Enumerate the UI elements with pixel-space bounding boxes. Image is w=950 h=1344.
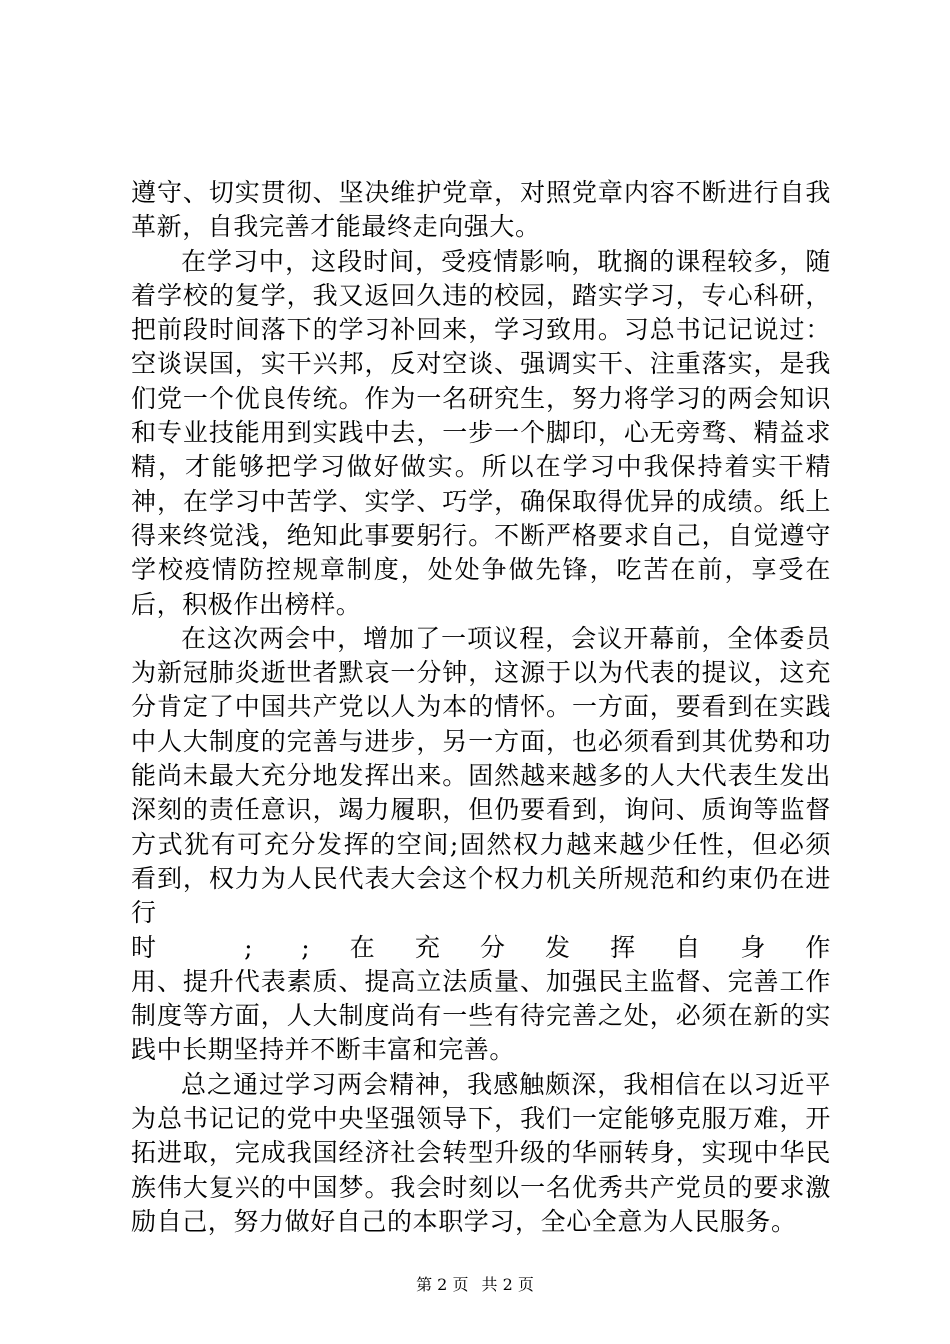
paragraph-3-line-end: ;在充分发挥自身作	[301, 932, 832, 962]
paragraph-3-text-a: 在这次两会中，增加了一项议程，会议开幕前，全体委员为新冠肺炎逝世者默哀一分钟，这源于以为代表的提议，这充分肯定了中国共产党以人为本的情怀。一方面，要看到在实践中人大制度的完善与进步，另一方面，也必须看到其优势和功能尚未最大充分地发挥出来。固然越来越多的人大代表生发出深刻的责任意识，竭力履职，但仍要看到，询问、质询等监督方式犹有可充分发挥的空间;固然权力越来越少任性，但必须看到，权力为人民代表大会这个权力机关所规范和约束仍在进行	[131, 623, 831, 928]
page-total: 共 2 页	[481, 1275, 534, 1294]
paragraph-3-spaced-line	[131, 931, 831, 965]
document-body	[131, 176, 831, 1239]
paragraph-1: 遵守、切实贯彻、坚决维护党章，对照党章内容不断进行自我革新，自我完善才能最终走向强大。	[131, 178, 831, 242]
paragraph-4: 总之通过学习两会精神，我感触颇深，我相信在以习近平为总书记记的党中央坚强领导下，我们一定能够克服万难，开拓进取，完成我国经济社会转型升级的华丽转身，实现中华民族伟大复兴的中国梦。我会时刻以一名优秀共产党员的要求激励自己，努力做好自己的本职学习，全心全意为人民服务。	[131, 1069, 831, 1236]
page-number: 第 2 页	[416, 1275, 469, 1294]
page-footer	[0, 1275, 950, 1295]
paragraph-3-word-shi: 时	[131, 932, 197, 962]
paragraph-3	[131, 622, 831, 1068]
paragraph-3-semicolon: ;	[244, 932, 254, 962]
paragraph-2: 在学习中，这段时间，受疫情影响，耽搁的课程较多，随着学校的复学，我又返回久违的校园，踏实学习，专心科研，把前段时间落下的学习补回来，学习致用。习总书记记说过：空谈误国，实干兴邦，反对空谈、强调实干、注重落实，是我们党一个优良传统。作为一名研究生，努力将学习的两会知识和专业技能用到实践中去，一步一个脚印，心无旁骛、精益求精，才能够把学习做好做实。所以在学习中我保持着实干精神，在学习中苦学、实学、巧学，确保取得优异的成绩。纸上得来终觉浅，绝知此事要躬行。不断严格要求自己，自觉遵守学校疫情防控规章制度，处处争做先锋，吃苦在前，享受在后，积极作出榜样。	[131, 246, 831, 619]
paragraph-3-text-b: 用、提升代表素质、提高立法质量、加强民主监督、完善工作制度等方面，人大制度尚有一些有待完善之处，必须在新的实践中长期坚持并不断丰富和完善。	[131, 966, 831, 1065]
